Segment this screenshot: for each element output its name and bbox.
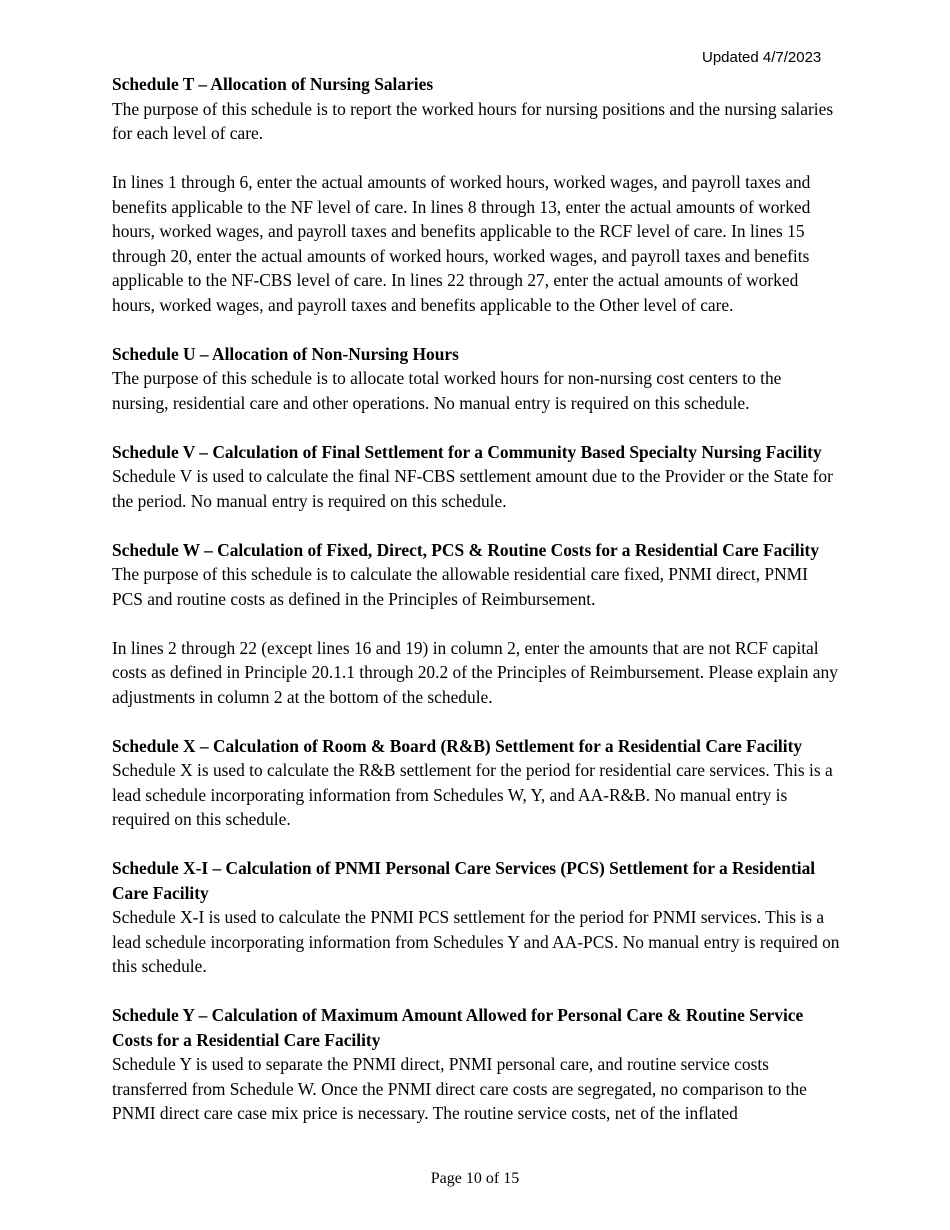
section-heading: Schedule X-I – Calculation of PNMI Personal Care Services (PCS) Settlement for a Residential Care Facility bbox=[112, 858, 816, 903]
section-heading: Schedule Y – Calculation of Maximum Amount Allowed for Personal Care & Routine Service Costs for a Residential Care Facility bbox=[112, 1005, 804, 1050]
section-heading: Schedule X – Calculation of Room & Board (R&B) Settlement for a Residential Care Facility bbox=[112, 735, 803, 756]
section-schedule-x bbox=[112, 734, 840, 832]
section-heading: Schedule W – Calculation of Fixed, Direct, PCS & Routine Costs for a Residential Care Facility bbox=[112, 539, 820, 560]
document-body bbox=[112, 72, 840, 1150]
section-paragraph: In lines 1 through 6, enter the actual amounts of worked hours, worked wages, and payroll taxes and benefits applicable to the NF level of care. In lines 8 through 13, enter the actual amounts of worked hours, worked wages, and payroll taxes and benefits applicable to the RCF level of care. In lines 15 through 20, enter the actual amounts of worked hours, worked wages, and payroll taxes and benefits applicable to the NF-CBS level of care. In lines 22 through 27, enter the actual amounts of worked hours, worked wages, and payroll taxes and benefits applicable to the Other level of care. bbox=[112, 172, 811, 315]
section-schedule-u bbox=[112, 342, 840, 416]
section-paragraph: Schedule X-I is used to calculate the PNMI PCS settlement for the period for PNMI services. This is a lead schedule incorporating information from Schedules Y and AA-PCS. No manual entry is required on this schedule. bbox=[112, 907, 840, 976]
section-text: Schedule V is used to calculate the final NF-CBS settlement amount due to the Provider or the State for the period. No manual entry is required on this schedule. bbox=[112, 466, 833, 511]
section-heading: Schedule T – Allocation of Nursing Salaries bbox=[112, 74, 434, 94]
section-paragraph: The purpose of this schedule is to report the worked hours for nursing positions and the nursing salaries for each level of care. bbox=[112, 98, 834, 143]
section-schedule-w bbox=[112, 538, 840, 710]
section-heading: Schedule U – Allocation of Non-Nursing Hours bbox=[112, 343, 459, 364]
section-schedule-t bbox=[112, 72, 840, 317]
section-paragraph: Schedule X is used to calculate the R&B settlement for the period for residential care services. This is a lead schedule incorporating information from Schedules W, Y, and AA-R&B. No manual entry is required on this schedule. bbox=[112, 760, 833, 829]
updated-date: Updated 4/7/2023 bbox=[702, 49, 822, 66]
section-paragraph: Schedule Y is used to separate the PNMI direct, PNMI personal care, and routine service costs transferred from Schedule W. Once the PNMI direct care costs are segregated, no comparison to the PNMI direct care case mix price is necessary. The routine service costs, net of the inflated bbox=[112, 1054, 807, 1123]
section-paragraph bbox=[112, 538, 840, 612]
section-text: The purpose of this schedule is to calculate the allowable residential care fixed, PNMI direct, PNMI PCS and routine costs as defined in the Principles of Reimbursement. bbox=[112, 564, 808, 609]
section-schedule-x-i bbox=[112, 856, 840, 979]
section-schedule-v bbox=[112, 440, 840, 514]
section-schedule-y bbox=[112, 1003, 840, 1126]
section-paragraph: The purpose of this schedule is to allocate total worked hours for non-nursing cost centers to the nursing, residential care and other operations. No manual entry is required on this schedule. bbox=[112, 368, 782, 413]
section-heading: Schedule V – Calculation of Final Settlement for a Community Based Specialty Nursing Facility bbox=[112, 441, 822, 462]
section-paragraph: In lines 2 through 22 (except lines 16 and 19) in column 2, enter the amounts that are not RCF capital costs as defined in Principle 20.1.1 through 20.2 of the Principles of Reimbursement. Please explain any adjustments in column 2 at the bottom of the schedule. bbox=[112, 637, 838, 707]
page-number: Page 10 of 15 bbox=[430, 1170, 520, 1187]
section-paragraph bbox=[112, 440, 840, 514]
